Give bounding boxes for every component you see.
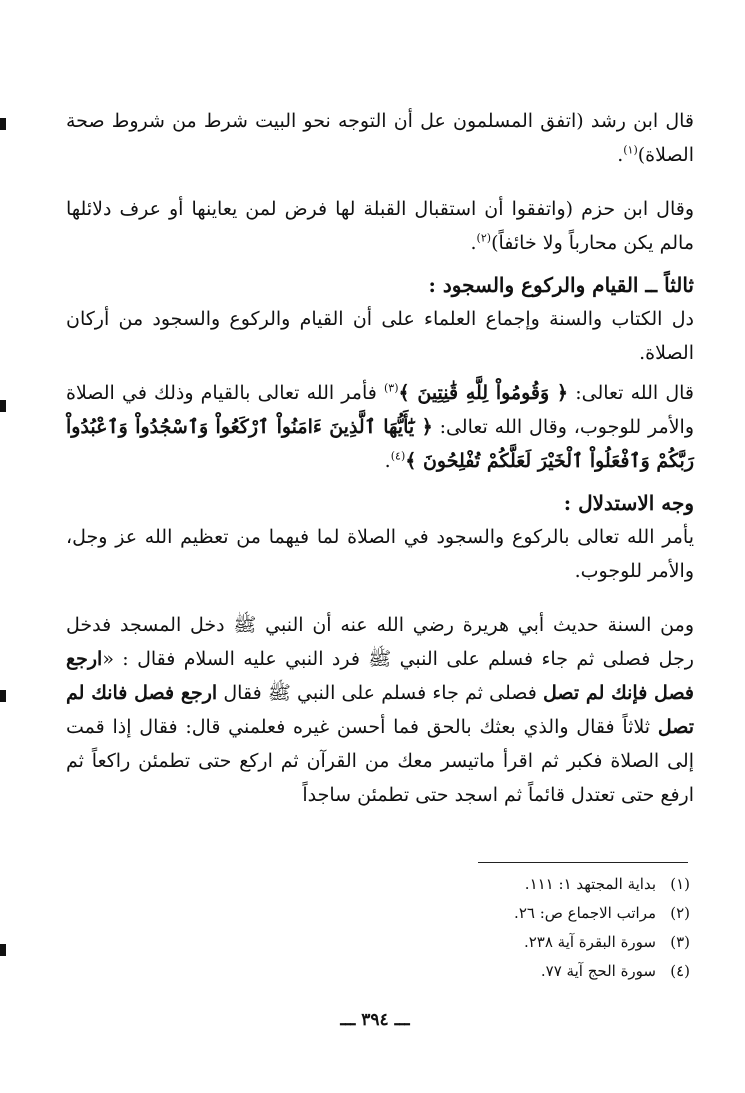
footnote-number: (٣) bbox=[670, 933, 690, 951]
paragraph-pillars: دل الكتاب والسنة وإجماع العلماء على أن القيام والركوع والسجود من أركان الصلاة. bbox=[66, 308, 694, 364]
footnote-number: (١) bbox=[670, 875, 690, 893]
hadith-bold-1: ارجع فصل فإنك لم تصل bbox=[66, 648, 694, 704]
footnote-item bbox=[380, 870, 690, 899]
paragraph-text: فأمر الله تعالى بالقيام وذلك في الصلاة والأمر للوجوب، وقال الله تعالى: bbox=[66, 382, 694, 438]
hadith-bold-2: ارجع فصل فانك لم تصل bbox=[66, 682, 694, 738]
footnote-divider bbox=[478, 862, 688, 863]
paragraph-inference: يأمر الله تعالى بالركوع والسجود في الصلاة لما فيهما من تعظيم الله عز وجل، والأمر للوجوب. bbox=[66, 526, 694, 582]
footnote-text: سورة البقرة آية ٢٣٨. bbox=[523, 933, 656, 951]
footnote-item bbox=[380, 957, 690, 986]
footnote-text: بداية المجتهد ١: ١١١. bbox=[524, 875, 656, 893]
page-body bbox=[66, 104, 694, 812]
scan-edge-mark bbox=[0, 400, 6, 412]
footnote-ref-2[interactable]: (٢) bbox=[476, 231, 492, 245]
footnote-ref-4[interactable]: (٤) bbox=[390, 449, 406, 463]
footnote-text: سورة الحج آية ٧٧. bbox=[540, 962, 656, 980]
footnote-number: (٤) bbox=[670, 962, 690, 980]
footnote-text: مراتب الاجماع ص: ٢٦. bbox=[514, 904, 656, 922]
paragraph-text: ومن السنة حديث أبي هريرة رضي الله عنه أن النبي ﷺ دخل المسجد فدخل رجل فصلى ثم جاء فسلم على النبي ﷺ فرد النبي عليه السلام فقال : « bbox=[66, 614, 694, 670]
paragraph-text: قال الله تعالى: bbox=[575, 382, 694, 404]
section-heading-standing: ثالثاً ــ القيام والركوع والسجود : bbox=[428, 273, 694, 297]
footnote-number: (٢) bbox=[670, 904, 690, 922]
footnotes bbox=[380, 870, 690, 986]
paragraph-ibn-hazm: وقال ابن حزم (واتفقوا أن استقبال القبلة لها فرض لمن يعاينها أو عرف دلائلها مالم يكن محارباً ولا خائفاً)$^{(٢)}$. bbox=[66, 198, 694, 254]
paragraph-ibn-rushd: قال ابن رشد (اتفق المسلمون عل أن التوجه نحو البيت شرط من شروط صحة الصلاة)$^{(١)}$. bbox=[66, 110, 694, 166]
quran-verse-1: ﴿ وَقُومُواْ لِلَّهِ قَٰنِتِينَ ﴾ bbox=[398, 382, 569, 404]
footnote-ref-1[interactable]: (١) bbox=[623, 143, 638, 157]
paragraph-hadith bbox=[66, 608, 694, 812]
paragraph-text: قال ابن رشد (اتفق المسلمون عل أن التوجه نحو البيت شرط من شروط صحة الصلاة) bbox=[66, 110, 694, 166]
section-heading-inference: وجه الاستدلال : bbox=[563, 491, 694, 515]
scan-edge-mark bbox=[0, 690, 6, 702]
footnote-item bbox=[380, 899, 690, 928]
paragraph-text: وقال ابن حزم (واتفقوا أن استقبال القبلة لها فرض لمن يعاينها أو عرف دلائلها مالم يكن محارباً ولا خائفاً) bbox=[66, 198, 694, 254]
quran-verse-2: ﴿ يَٰٓأَيُّهَا ٱلَّذِينَ ءَامَنُواْ ٱرْكَعُواْ وَٱسْجُدُواْ وَٱعْبُدُواْ رَبَّكُمْ وَٱفْعَلُواْ ٱلْخَيْرَ لَعَلَّكُمْ تُفْلِحُونَ ﴾ bbox=[66, 416, 694, 472]
paragraph-quran-evidence: قال الله تعالى: ﴿ وَقُومُواْ لِلَّهِ قَٰنِتِينَ ﴾$^{(٣)}$ فأمر الله تعالى بالقيام وذلك في الصلاة والأمر للوجوب، وقال الله تعالى: ﴿ يَٰٓأَيُّهَا ٱلَّذِينَ ءَامَنُواْ ٱرْكَعُواْ وَٱسْجُدُواْ وَٱعْبُدُواْ رَبَّكُمْ وَٱفْعَلُواْ ٱلْخَيْرَ لَعَلَّكُمْ تُفْلِحُونَ ﴾$^{(٤)}$. bbox=[66, 381, 694, 472]
paragraph-text: فصلى ثم جاء فسلم على النبي ﷺ فقال bbox=[217, 682, 543, 704]
page-number: ـــ ٣٩٤ ـــ bbox=[340, 1010, 410, 1030]
scan-edge-mark bbox=[0, 118, 6, 130]
scan-edge-mark bbox=[0, 944, 6, 956]
footnote-item bbox=[380, 928, 690, 957]
footnote-ref-3[interactable]: (٣) bbox=[383, 381, 399, 395]
paragraph-text: ثلاثاً فقال والذي بعثك بالحق فما أحسن غيره فعلمني قال: فقال إذا قمت إلى الصلاة فكبر ثم اقرأ ماتيسر معك من القرآن ثم اركع حتى تطمئن راكعاً ثم ارفع حتى تعتدل قائماً ثم اسجد حتى تطمئن ساجداً bbox=[66, 716, 694, 806]
